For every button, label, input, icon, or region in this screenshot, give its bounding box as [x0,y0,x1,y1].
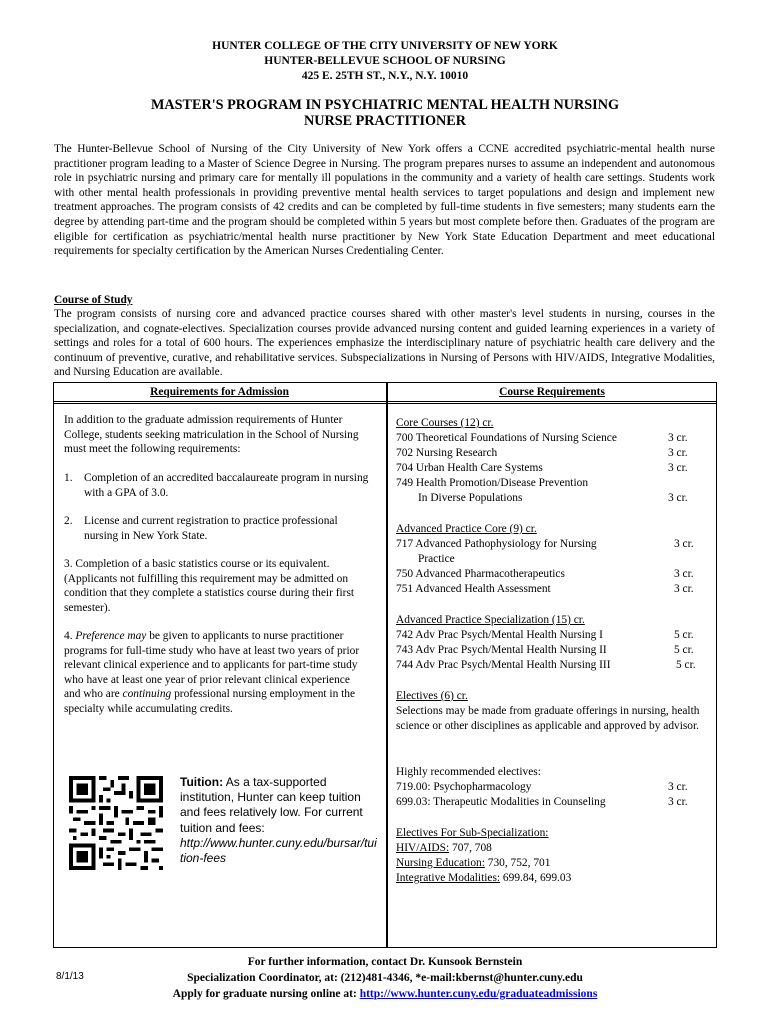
apc-course-717-cont: Practice [418,553,455,565]
intro-paragraph: The Hunter-Bellevue School of Nursing of the City University of New York offers a CCNE accredited psychiatric-mental health nurse practitioner program leading to a Master of Science Degree in Nursing. The program prepares nurses to assume an independent and autonomous role in psychiatric nursing and primary care for mentally ill populations in the community and a variety of health care settings. Students work with other mental health professionals in providing preventive mental health services to target populations and design and implement new treatment approaches. The program consists of 42 credits and can be completed by full-time students in five semesters; many students earn the degree by attending part-time and the program should be completed within 5 years but most complete before then. Graduates of the program are eligible for certification as psychiatric/mental health nurse practitioner by New York State Education Department and meet educational requirements for specialty certification by the American Nurses Credentialing Center. [54,143,715,258]
table-divider [386,382,388,948]
apc-course-751: 751 Advanced Health Assessment [396,583,551,595]
footer-coordinator: Specialization Coordinator, at: (212)481-4346, *e-mail:kbernst@hunter.cuny.edu [187,972,583,984]
apc-course-750: 750 Advanced Pharmacotherapeutics [396,568,565,580]
apc-course-750-credits: 3 cr. [674,568,694,580]
header-college: HUNTER COLLEGE OF THE CITY UNIVERSITY OF NEW YORK [212,40,558,52]
course-of-study-heading: Course of Study [54,294,133,306]
recommended-719-credits: 3 cr. [668,781,688,793]
footer-apply-label: Apply for graduate nursing online at: [172,988,360,1000]
item-1-text: Completion of an accredited baccalaureate program in nursing with a GPA of 3.0. [84,472,369,499]
core-course-700-credits: 3 cr. [668,432,688,444]
recommended-699: 699.03: Therapeutic Modalities in Counseling [396,796,606,808]
admission-item-4 [64,629,364,717]
recommended-heading: Highly recommended electives: [396,766,541,778]
item-2-text: License and current registration to practice professional nursing in New York State. [84,515,338,542]
subspec-hiv-label: HIV/AIDS: [396,842,450,854]
aps-heading: Advanced Practice Specialization (15) cr. [396,614,585,626]
course-of-study-text: The program consists of nursing core and advanced practice courses shared with other master's level students in nursing, courses in the specialization, and cognate-electives. Specialization courses provide advanced nursing content and guided learning experiences in a variety of settings and roles for a total of 600 hours. The experiences emphasize the interdisciplinary nature of psychiatric health care delivery and the continuum of preventive, curative, and rehabilitative services. Subspecializations in Nursing of Persons with HIV/AIDS, Integrative Modalities, and Nursing Education are available. [54,308,715,379]
apc-course-717-credits: 3 cr. [674,538,694,550]
subspec-integrative-value: 699.84, 699.03 [500,872,572,884]
subspec-heading: Electives For Sub-Specialization: [396,827,549,839]
item-4-continuing: continuing [122,688,172,701]
core-course-749-credits: 3 cr. [668,492,688,504]
footer-date: 8/1/13 [56,971,84,982]
electives-heading: Electives (6) cr. [396,690,468,702]
tuition-link[interactable]: http://www.hunter.cuny.edu/bursar/tuition-fees [180,835,377,866]
page-subtitle: NURSE PRACTITIONER [304,113,466,129]
core-course-700: 700 Theoretical Foundations of Nursing Science [396,432,617,444]
footer-contact: For further information, contact Dr. Kunsook Bernstein [247,956,523,968]
aps-course-742: 742 Adv Prac Psych/Mental Health Nursing I [396,629,603,641]
item-4-text-a: be given to applicants to nurse practitioner programs for full-time study who have at least two years of prior relevant clinical experience and to applicants for part-time study who have at least one year of prior relevant clinical experience and who are [64,630,360,701]
subspec-education-label: Nursing Education: [396,857,485,869]
core-course-749-cont: In Diverse Populations [418,492,523,504]
aps-course-744-credits: 5 cr. [676,659,696,671]
tuition-text: As a tax-supported institution, Hunter can keep tuition and fees relatively low. For current tuition and fees: [180,775,363,835]
subspec-education [396,856,550,871]
recommended-719: 719.00: Psychopharmacology [396,781,532,793]
subspec-education-value: 730, 752, 701 [484,857,551,869]
subspec-hiv [396,841,492,856]
page-title: MASTER'S PROGRAM IN PSYCHIATRIC MENTAL HEALTH NURSING [151,97,619,113]
table-header-rule-2 [53,403,717,404]
tuition-label: Tuition: [180,775,224,789]
course-req-heading: Course Requirements [499,386,605,398]
subspec-integrative-label: Integrative Modalities: [396,872,501,884]
aps-course-743: 743 Adv Prac Psych/Mental Health Nursing II [396,644,607,656]
item-4-number: 4. [64,630,73,642]
admission-item-2 [64,514,374,543]
item-2-number: 2. [64,515,73,527]
aps-course-744: 744 Adv Prac Psych/Mental Health Nursing III [396,659,611,671]
item-1-number: 1. [64,472,73,484]
tuition-note [180,775,380,866]
item-4-text-b: professional nursing employment in the specialty while accumulating credits. [64,688,356,715]
admission-intro: In addition to the graduate admission requirements of Hunter College, students seeking matriculation in the School of Nursing must meet the following requirements: [64,414,359,456]
aps-course-742-credits: 5 cr. [674,629,694,641]
header-address: 425 E. 25TH ST., N.Y., N.Y. 10010 [301,70,469,82]
footer-apply [0,987,770,1002]
admission-heading: Requirements for Admission [150,386,289,398]
footer-apply-link[interactable]: http://www.hunter.cuny.edu/graduateadmissions [359,988,598,1000]
subspec-hiv-value: 707, 708 [449,842,492,854]
table-header-rule [53,401,717,402]
core-courses-heading: Core Courses (12) cr. [396,417,494,429]
electives-text: Selections may be made from graduate offerings in nursing, health science or other disciplines as applicable and approved by advisor. [396,705,700,732]
core-course-702: 702 Nursing Research [396,447,498,459]
core-course-749: 749 Health Promotion/Disease Prevention [396,477,589,489]
apc-course-717: 717 Advanced Pathophysiology for Nursing [396,538,597,550]
core-course-704: 704 Urban Health Care Systems [396,462,543,474]
qr-code-icon [69,776,163,870]
subspec-integrative [396,871,571,886]
header-school: HUNTER-BELLEVUE SCHOOL OF NURSING [264,55,506,67]
apc-heading: Advanced Practice Core (9) cr. [396,523,537,535]
apc-course-751-credits: 3 cr. [674,583,694,595]
aps-course-743-credits: 5 cr. [674,644,694,656]
admission-item-1 [64,471,374,500]
admission-item-3: 3. Completion of a basic statistics course or its equivalent. (Applicants not fulfilling this requirement may be admitted on condition that they complete a statistics course during their first semester). [64,558,355,614]
core-course-702-credits: 3 cr. [668,447,688,459]
recommended-699-credits: 3 cr. [668,796,688,808]
item-4-preference: Preference may [75,630,147,642]
core-course-704-credits: 3 cr. [668,462,688,474]
